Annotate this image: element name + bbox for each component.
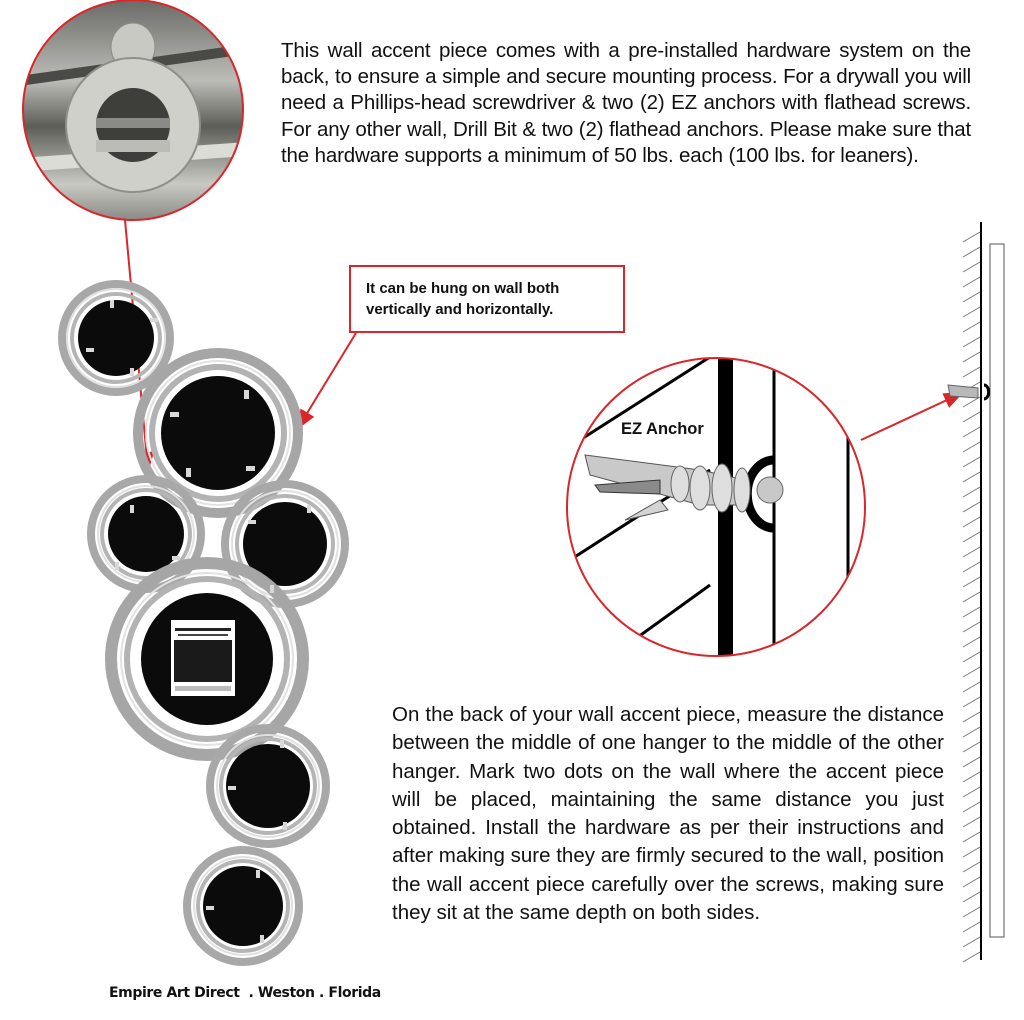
wall-hatch-mark: [963, 532, 980, 542]
wall-hatch-mark: [963, 697, 980, 707]
wall-hatch-mark: [963, 367, 980, 377]
wall-hatch-mark: [963, 877, 980, 887]
ez-anchor-label: EZ Anchor: [621, 420, 704, 438]
mirror-7: [187, 850, 299, 962]
screw-head-icon: [757, 477, 783, 503]
hanger-closeup-photo: [20, 0, 250, 230]
wall-hatch-mark: [963, 772, 980, 782]
wall-hatch-mark: [963, 907, 980, 917]
wall-hatch-mark: [963, 352, 980, 362]
wall-hatch-mark: [963, 667, 980, 677]
wall-hatch-mark: [963, 652, 980, 662]
wall-hatch-mark: [963, 487, 980, 497]
mirror-1: [62, 284, 170, 392]
callout-text: It can be hung on wall both vertically and horizontally.: [366, 280, 560, 318]
wall-hatch-mark: [963, 802, 980, 812]
wall-hatch-mark: [963, 232, 980, 242]
wall-hatch-mark: [963, 427, 980, 437]
wall-hatch-mark: [963, 277, 980, 287]
wall-hatch-mark: [963, 577, 980, 587]
wall-hatch-mark: [963, 787, 980, 797]
wall-hatch-mark: [963, 457, 980, 467]
ez-anchor-detail: [560, 350, 880, 670]
wall-hatch-mark: [963, 817, 980, 827]
callout-pointer-arrow: [298, 333, 356, 428]
wall-hatch-mark: [963, 517, 980, 527]
wall-anchor-icon: [984, 385, 989, 399]
wall-hatch-mark: [963, 322, 980, 332]
wall-hatch-mark: [963, 757, 980, 767]
wall-hatch-mark: [963, 937, 980, 947]
company-footer: Empire Art Direct . Weston . Florida: [109, 985, 381, 1001]
wall-hatch-mark: [963, 307, 980, 317]
wall-hatch-mark: [963, 622, 980, 632]
wall-hatch-mark: [963, 637, 980, 647]
mounting-steps-paragraph: On the back of your wall accent piece, measure the distance between the middle of one hanger to the middle of the other hanger. Mark two dots on the wall where the accent piece will be placed, maintaining the same distance you just obtained. Install the hardware as per their instructions and after making sure they are firmly secured to the wall, position the wall accent piece carefully over the screws, making sure they sit at the same depth on both sides.: [392, 703, 944, 925]
wall-hatch-mark: [963, 832, 980, 842]
wall-hatch-mark: [963, 592, 980, 602]
wall-hatch-mark: [963, 862, 980, 872]
wall-hatch-mark: [963, 247, 980, 257]
wall-hatch-mark: [963, 742, 980, 752]
wall-hatch-mark: [963, 292, 980, 302]
orientation-callout: [349, 265, 625, 333]
wall-hatch-mark: [963, 412, 980, 422]
wall-hatch-mark: [963, 397, 980, 407]
mirror-6: [210, 728, 326, 844]
wall-side-view: [948, 222, 1004, 962]
wall-hatch-mark: [963, 607, 980, 617]
mirror-3: [91, 479, 201, 589]
wall-hatch-mark: [963, 337, 980, 347]
wall-hatch-mark: [963, 847, 980, 857]
wall-hatch-mark: [963, 472, 980, 482]
wall-hatch-mark: [963, 712, 980, 722]
wall-hatch-mark: [963, 502, 980, 512]
wall-hatch-mark: [963, 682, 980, 692]
wall-hatch-mark: [963, 547, 980, 557]
wall-hatch-mark: [963, 727, 980, 737]
accent-piece-profile: [990, 244, 1004, 937]
intro-paragraph: This wall accent piece comes with a pre-installed hardware system on the back, to ensure a simple and secure mounting process. For a drywall you will need a Phillips-head screwdriver & two (2) EZ anchors with flathead screws. For any other wall, Drill Bit & two (2) flathead anchors. Please make sure that the hardware supports a minimum of 50 lbs. each (100 lbs. for leaners).: [281, 39, 971, 167]
wall-hatch-mark: [963, 262, 980, 272]
wall-hatch-mark: [963, 952, 980, 962]
wall-hatch-mark: [963, 442, 980, 452]
wall-hatch-mark: [963, 562, 980, 572]
wall-hatch-mark: [963, 892, 980, 902]
detail-pointer-arrow: [861, 393, 962, 440]
wall-accent-mirrors: [62, 284, 345, 962]
wall-hatch-mark: [963, 922, 980, 932]
